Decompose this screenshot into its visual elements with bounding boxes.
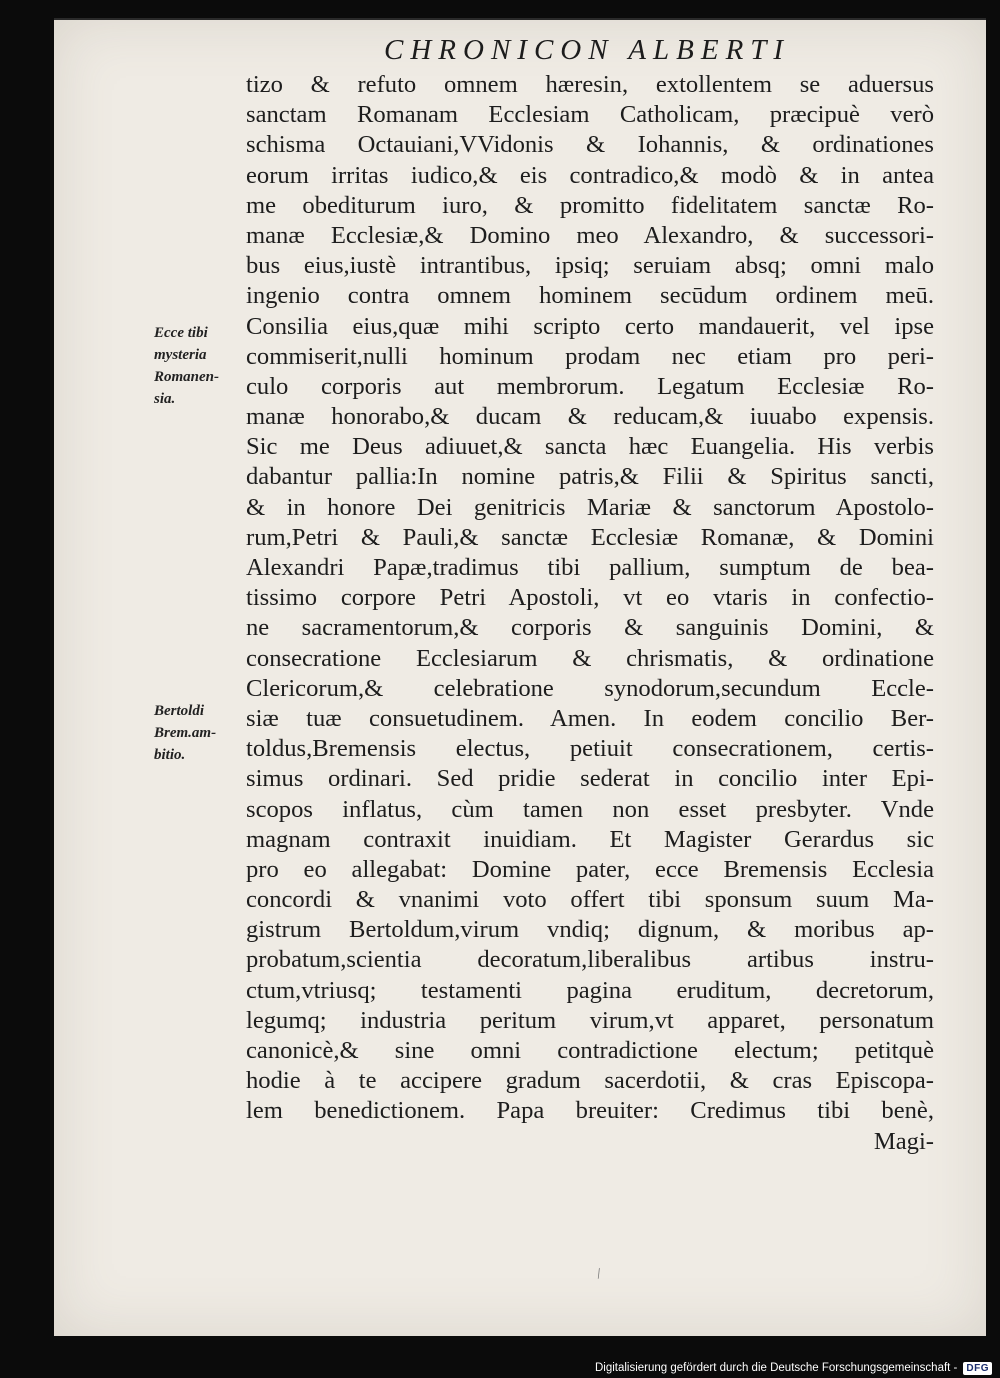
text-line: ne sacramentorum,& corporis & sanguinis Domini, & — [246, 614, 934, 642]
text-line: manæ Ecclesiæ,& Domino meo Alexandro, & successori- — [246, 221, 934, 249]
text-line: toldus,Bremensis electus, petiuit consecrationem, certis- — [246, 735, 934, 763]
catchword: Magi- — [873, 1127, 934, 1155]
text-line: legumq; industria peritum virum,vt apparet, personatum — [246, 1006, 934, 1034]
text-line: manæ honorabo,& ducam & reducam,& iuuabo expensis. — [246, 403, 934, 431]
text-line: gistrum Bertoldum,virum vndiq; dignum, & moribus ap- — [246, 916, 934, 944]
text-line: Sic me Deus adiuuet,& sancta hæc Euangelia. His verbis — [246, 433, 934, 461]
margin-note-line: mysteria — [154, 347, 207, 363]
text-line: & in honore Dei genitricis Mariæ & sanctorum Apostolo- — [246, 493, 934, 521]
text-line: consecratione Ecclesiarum & chrismatis, & ordinatione — [246, 644, 934, 672]
running-title: CHRONICON ALBERTI — [384, 34, 791, 66]
text-line: Clericorum,& celebratione synodorum,secundum Eccle- — [246, 674, 934, 702]
text-line: probatum,scientia decoratum,liberalibus artibus instru- — [246, 946, 934, 974]
text-line: rum,Petri & Pauli,& sanctæ Ecclesiæ Romanæ, & Domini — [246, 523, 934, 551]
margin-note-line: Romanen- — [154, 369, 220, 385]
text-line: tizo & refuto omnem hæresin, extollentem se aduersus — [246, 71, 934, 98]
text-line: simus ordinari. Sed pridie sederat in concilio inter Epi- — [246, 765, 934, 793]
text-line: pro eo allegabat: Domine pater, ecce Bremensis Ecclesia — [246, 855, 934, 883]
text-line: schisma Octauiani,VVidonis & Iohannis, & ordinationes — [246, 131, 934, 159]
margin-note-bertoldi — [154, 700, 262, 766]
text-line: ingenio contra omnem hominem secūdum ordinem meū. — [246, 282, 934, 310]
text-line: hodie à te accipere gradum sacerdotii, & cras Episcopa- — [246, 1067, 934, 1095]
text-line: dabantur pallia:In nomine patris,& Filii & Spiritus sancti, — [246, 463, 934, 491]
text-line: Consilia eius,quæ mihi scripto certo mandauerit, vel ipse — [246, 312, 934, 340]
dfg-logo[interactable]: DFG — [963, 1362, 992, 1375]
text-line: culo corporis aut membrorum. Legatum Ecclesiæ Ro- — [246, 372, 934, 400]
page-top-rule — [54, 18, 986, 20]
text-line: magnam contraxit inuidiam. Et Magister Gerardus sic — [246, 825, 934, 853]
text-line: ctum,vtriusq; testamenti pagina eruditum, decretorum, — [246, 976, 934, 1004]
text-line: lem benedictionem. Papa breuiter: Credimus tibi benè, — [246, 1097, 934, 1125]
text-line: canonicè,& sine omni contradictione electum; petitquè — [246, 1037, 934, 1064]
text-line: scopos inflatus, cùm tamen non esset presbyter. Vnde — [246, 795, 934, 823]
margin-note-mysteria — [154, 322, 262, 410]
text-line: eorum irritas iudico,& eis contradico,& modò & in antea — [246, 161, 934, 189]
digitization-credit — [595, 1360, 992, 1376]
margin-note-line: Ecce tibi — [154, 325, 208, 341]
text-line: commiserit,nulli hominum prodam nec etiam pro peri- — [246, 342, 934, 370]
text-line: Alexandri Papæ,tradimus tibi pallium, sumptum de bea- — [246, 554, 934, 581]
margin-note-line: Bertoldi — [154, 703, 205, 719]
margin-note-line: bitio. — [154, 747, 186, 763]
text-line: siæ tuæ consuetudinem. Amen. In eodem concilio Ber- — [246, 704, 934, 732]
text-line: me obediturum iuro, & promitto fidelitatem sanctæ Ro- — [246, 191, 934, 219]
text-line: sanctam Romanam Ecclesiam Catholicam, præcipuè verò — [246, 101, 934, 129]
main-text-block — [246, 70, 934, 1157]
text-line: bus eius,iustè intrantibus, ipsiq; seruiam absq; omni malo — [246, 252, 934, 280]
credit-text: Digitalisierung gefördert durch die Deutsche Forschungsgemeinschaft - — [594, 1362, 958, 1374]
text-line: tissimo corpore Petri Apostoli, vt eo vtaris in confectio- — [246, 584, 934, 612]
text-line: concordi & vnanimi voto offert tibi sponsum suum Ma- — [246, 886, 934, 914]
margin-note-line: Brem.am- — [154, 725, 217, 741]
margin-note-line: sia. — [154, 391, 176, 407]
ink-mark: ⁄ — [595, 1266, 603, 1281]
